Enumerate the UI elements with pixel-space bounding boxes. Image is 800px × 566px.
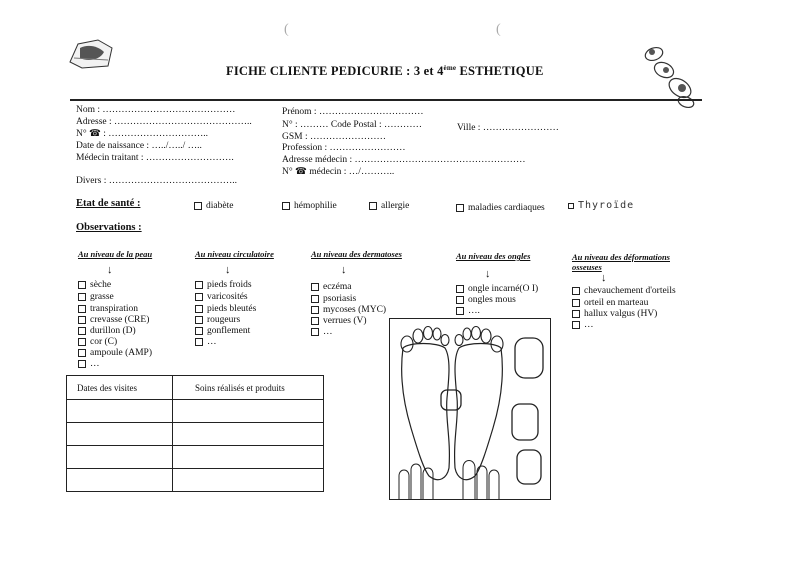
checkbox[interactable]: [195, 316, 203, 324]
field-medecin-traitant[interactable]: Médecin traitant : ……………………….: [76, 153, 234, 163]
list-item[interactable]: ampoule (AMP): [78, 348, 152, 359]
list-item[interactable]: transpiration: [78, 304, 138, 315]
field-nom[interactable]: Nom : ……………………………………: [76, 105, 236, 115]
list-item[interactable]: ongles mous: [456, 295, 516, 306]
checkbox[interactable]: [456, 307, 464, 315]
checkbox[interactable]: [311, 317, 319, 325]
field-code-postal[interactable]: N° : ……… Code Postal : …………: [282, 120, 422, 130]
checkbox[interactable]: [78, 360, 86, 368]
list-item[interactable]: orteil en marteau: [572, 298, 648, 309]
list-item[interactable]: durillon (D): [78, 326, 136, 337]
checkbox[interactable]: [195, 293, 203, 301]
table-row[interactable]: [67, 400, 324, 423]
checkbox[interactable]: [311, 328, 319, 336]
checkbox[interactable]: [369, 202, 377, 210]
page-title: FICHE CLIENTE PEDICURIE : 3 et 4ème ESTHETIQUE: [226, 64, 544, 79]
field-gsm[interactable]: GSM : ……………………: [282, 132, 386, 142]
table-cell[interactable]: [67, 400, 173, 423]
checkbox[interactable]: [195, 327, 203, 335]
arrow-icon: ↓: [225, 264, 231, 276]
col-circulatoire-title: Au niveau circulatoire: [195, 249, 274, 259]
table-cell[interactable]: [173, 469, 324, 492]
feet-diagram[interactable]: [389, 318, 551, 500]
field-profession[interactable]: Profession : ……………………: [282, 143, 406, 153]
etat-maladies-cardiaques[interactable]: maladies cardiaques: [456, 203, 545, 214]
table-row[interactable]: [67, 469, 324, 492]
list-item[interactable]: eczéma: [311, 282, 351, 293]
list-item[interactable]: chevauchement d'orteils: [572, 286, 676, 297]
list-item[interactable]: crevasse (CRE): [78, 315, 149, 326]
header-dates: Dates des visites: [67, 376, 173, 400]
checkbox[interactable]: [572, 299, 580, 307]
field-prenom[interactable]: Prénom : ……………………………: [282, 107, 424, 117]
etat-diabete[interactable]: diabète: [194, 201, 233, 212]
list-item[interactable]: pieds froids: [195, 280, 252, 291]
title-underline: [70, 99, 702, 101]
etat-handwritten: Thyroïde: [568, 200, 634, 212]
table-row[interactable]: [67, 423, 324, 446]
checkbox[interactable]: [78, 316, 86, 324]
list-item[interactable]: …: [78, 359, 100, 370]
col-dermatoses-title: Au niveau des dermatoses: [311, 249, 402, 259]
header-soins: Soins réalisés et produits: [173, 376, 324, 400]
col-ongles-title: Au niveau des ongles: [456, 251, 531, 261]
table-cell[interactable]: [173, 446, 324, 469]
checkbox[interactable]: [572, 287, 580, 295]
arrow-icon: ↓: [107, 264, 113, 276]
list-item[interactable]: psoriasis: [311, 294, 356, 305]
arrow-icon: ↓: [341, 264, 347, 276]
etat-allergie[interactable]: allergie: [369, 201, 409, 212]
list-item[interactable]: cor (C): [78, 337, 117, 348]
list-item[interactable]: rougeurs: [195, 315, 240, 326]
list-item[interactable]: …: [195, 337, 217, 348]
punch-hole-left: (: [284, 22, 289, 37]
checkbox[interactable]: [456, 296, 464, 304]
field-telephone-medecin[interactable]: N° ☎ médecin : …/………..: [282, 167, 395, 177]
punch-hole-right: (: [496, 22, 501, 37]
observations-label: Observations :: [76, 222, 142, 233]
checkbox[interactable]: [195, 338, 203, 346]
visits-table: [66, 375, 324, 492]
list-item[interactable]: …: [572, 320, 594, 331]
list-item[interactable]: ….: [456, 306, 480, 317]
field-date-naissance[interactable]: Date de naissance : …../…../ …..: [76, 141, 202, 151]
table-cell[interactable]: [67, 423, 173, 446]
list-item[interactable]: pieds bleutés: [195, 304, 256, 315]
list-item[interactable]: hallux valgus (HV): [572, 309, 657, 320]
field-divers[interactable]: Divers : …………………………………..: [76, 176, 237, 186]
arrow-icon: ↓: [485, 268, 491, 280]
col-peau-title: Au niveau de la peau: [78, 249, 153, 259]
list-item[interactable]: grasse: [78, 292, 114, 303]
checkbox[interactable]: [456, 285, 464, 293]
list-item[interactable]: verrues (V): [311, 316, 367, 327]
checkbox[interactable]: [456, 204, 464, 212]
col-deformations-title: Au niveau des déformations osseuses: [572, 252, 670, 272]
field-adresse-medecin[interactable]: Adresse médecin : ………………………………………………: [282, 155, 526, 165]
checkbox[interactable]: [311, 283, 319, 291]
checkbox[interactable]: [568, 203, 574, 209]
checkbox[interactable]: [572, 321, 580, 329]
table-row[interactable]: [67, 446, 324, 469]
list-item[interactable]: varicosités: [195, 292, 248, 303]
checkbox[interactable]: [78, 281, 86, 289]
etat-sante-label: Etat de santé :: [76, 198, 141, 209]
foot-icon-topleft: [68, 38, 114, 70]
field-telephone[interactable]: N° ☎ : …………………………..: [76, 129, 209, 139]
checkbox[interactable]: [311, 295, 319, 303]
table-cell[interactable]: [67, 469, 173, 492]
checkbox[interactable]: [282, 202, 290, 210]
checkbox[interactable]: [195, 281, 203, 289]
list-item[interactable]: …: [311, 327, 333, 338]
checkbox[interactable]: [195, 305, 203, 313]
checkbox[interactable]: [194, 202, 202, 210]
etat-hemophilie[interactable]: hémophilie: [282, 201, 337, 212]
arrow-icon: ↓: [601, 272, 607, 284]
checkbox[interactable]: [78, 327, 86, 335]
list-item[interactable]: mycoses (MYC): [311, 305, 386, 316]
checkbox[interactable]: [572, 310, 580, 318]
checkbox[interactable]: [78, 349, 86, 357]
checkbox[interactable]: [78, 305, 86, 313]
checkbox[interactable]: [78, 338, 86, 346]
list-item[interactable]: sèche: [78, 280, 111, 291]
field-ville[interactable]: Ville : ……………………: [457, 123, 559, 133]
table-cell[interactable]: [173, 400, 324, 423]
checkbox[interactable]: [311, 306, 319, 314]
table-cell[interactable]: [67, 446, 173, 469]
list-item[interactable]: ongle incarné(O I): [456, 284, 538, 295]
checkbox[interactable]: [78, 293, 86, 301]
table-cell[interactable]: [173, 423, 324, 446]
list-item[interactable]: gonflement: [195, 326, 250, 337]
field-adresse[interactable]: Adresse : ……………………………………..: [76, 117, 252, 127]
